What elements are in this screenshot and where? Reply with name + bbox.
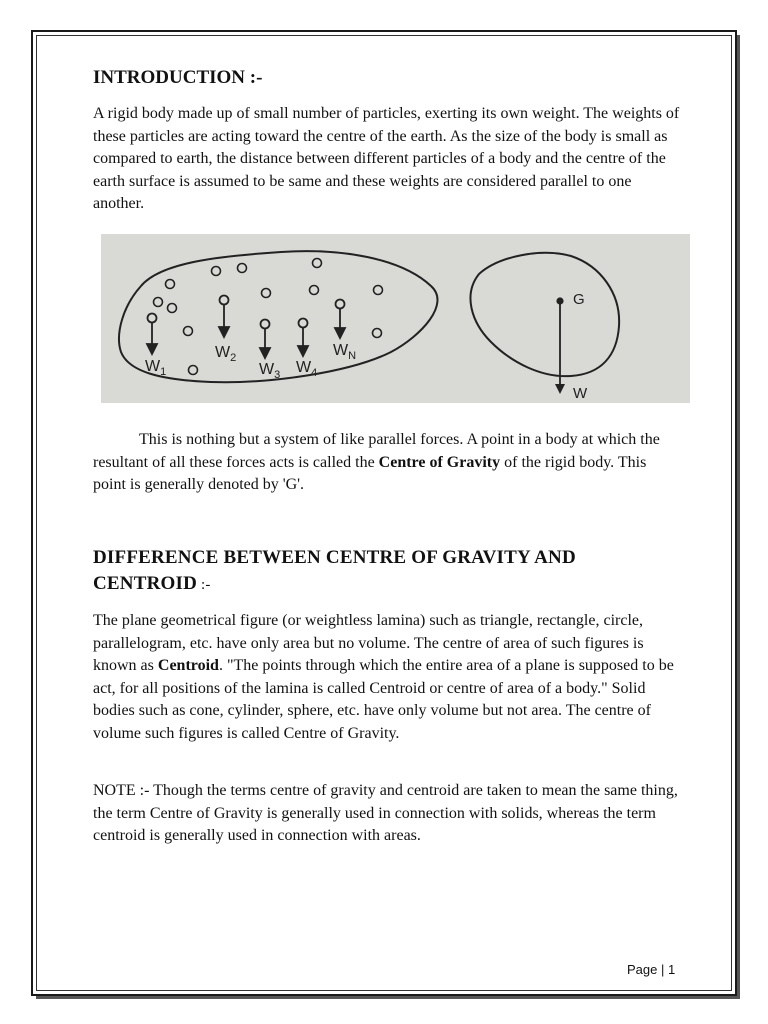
label-g: G (573, 291, 585, 308)
label-wn: $W_N$ (333, 342, 357, 362)
label-w2: $W_2$ (215, 344, 237, 364)
page-footer: Page | 1 (627, 962, 676, 977)
particle (148, 314, 157, 323)
arrow-w2-head (219, 327, 229, 337)
arrow-wn-head (335, 328, 345, 338)
centroid-text-before: The plane geometrical figure (or weightless lamina) such as triangle, rectangle, circle, parallelogram, etc. have only area but no volume. The centre of area of such figures is known as (93, 612, 644, 675)
centroid-text-after: . "The points through which the entire area of a plane is supposed to be act, for all positions of the lamina is called Centroid or centre of area of a body." Solid bodies such as cone, cylinder, sphere, etc. have only volume but not area. The centre of volume such figures is called Centre of Gravity. (93, 657, 674, 742)
particle (310, 286, 319, 295)
arrow-w4-head (298, 346, 308, 356)
particle (299, 319, 308, 328)
right-body-outline (470, 253, 619, 376)
cg-text-after: of the rigid body. This point is generally denoted by 'G'. (93, 453, 647, 494)
cg-term-bold: Centre of Gravity (378, 453, 501, 471)
particle (261, 320, 270, 329)
resultant-force (555, 291, 588, 402)
particle (184, 327, 193, 336)
left-body-outline (119, 251, 437, 382)
centre-of-gravity-paragraph (93, 429, 683, 497)
difference-heading-suffix: :- (197, 577, 211, 593)
particle (262, 289, 271, 298)
particle (313, 259, 322, 268)
particle (373, 329, 382, 338)
particle (220, 296, 229, 305)
particle (154, 298, 163, 307)
difference-heading-text: DIFFERENCE BETWEEN CENTRE OF GRAVITY AND CENTROID (93, 547, 576, 594)
arrow-w1-head (147, 344, 157, 354)
label-w: W (573, 385, 588, 402)
introduction-paragraph: A rigid body made up of small number of particles, exerting its own weight. The weights of these particles are acting toward the centre of the earth. As the size of the body is small as compared to earth, the distance between different particles of a body and the centre of the earth surface is assumed to be same and these weights are considered parallel to one another. (93, 105, 680, 213)
introduction-heading: INTRODUCTION :- (93, 67, 263, 88)
particle (166, 280, 175, 289)
centroid-paragraph (93, 610, 683, 746)
particle (336, 300, 345, 309)
weight-arrows (147, 296, 345, 359)
particle (374, 286, 383, 295)
weight-labels (145, 342, 356, 381)
particle (168, 304, 177, 313)
label-w4: $W_4$ (296, 359, 318, 379)
resultant-arrow-head (555, 384, 565, 394)
arrow-w3-head (260, 348, 270, 358)
rigid-body-figure (101, 234, 690, 403)
centroid-term-bold: Centroid (157, 657, 219, 675)
label-w1: $W_1$ (145, 358, 167, 378)
rigid-body-diagram (101, 234, 690, 403)
particle (212, 267, 221, 276)
particle (238, 264, 247, 273)
particle (189, 366, 198, 375)
cg-text-before: This is nothing but a system of like parallel forces. A point in a body at which the resultant of all these forces acts is called the (93, 431, 660, 471)
label-w3: $W_3$ (259, 361, 281, 381)
difference-heading (93, 545, 683, 598)
note-paragraph: NOTE :- Though the terms centre of gravity and centroid are taken to mean the same thing, the term Centre of Gravity is generally used in connection with solids, whereas the term centroid is generally used in connection with areas. (93, 782, 678, 845)
